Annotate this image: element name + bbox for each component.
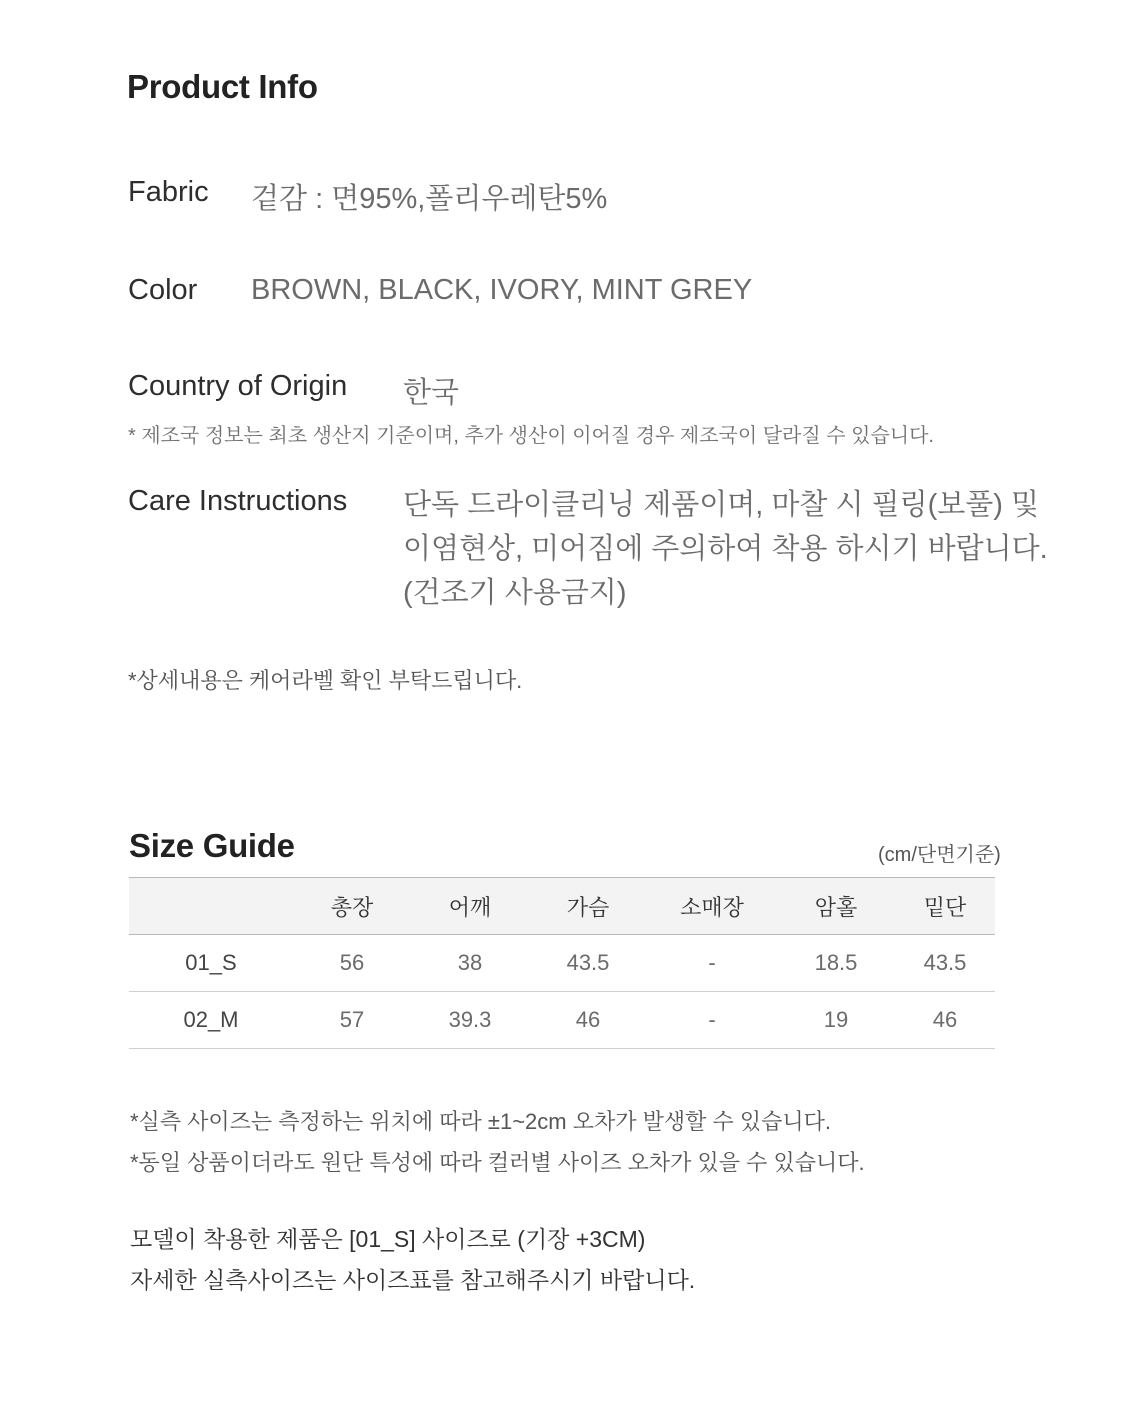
- size-cell: 43.5: [566, 950, 610, 975]
- product-info-title: Product Info: [127, 68, 318, 105]
- size-note: *실측 사이즈는 측정하는 위치에 따라 ±1~2cm 오차가 발생할 수 있습니다.: [130, 1109, 831, 1134]
- size-cell: -: [708, 950, 716, 975]
- size-col-header: 암홀: [814, 894, 858, 920]
- size-cell: 38: [457, 950, 483, 975]
- origin-label: Country of Origin: [128, 370, 348, 402]
- detail-note: *상세내용은 케어라벨 확인 부탁드립니다.: [128, 668, 523, 693]
- size-cell: -: [708, 1007, 716, 1032]
- origin-note: * 제조국 정보는 최초 생산지 기준이며, 추가 생산이 이어질 경우 제조국이 달라질 수 있습니다.: [128, 425, 934, 447]
- size-cell: 56: [339, 950, 365, 975]
- fabric-value: 겉감 : 면95%,폴리우레탄5%: [251, 183, 608, 215]
- care-value: [403, 483, 1048, 615]
- size-table-header: [129, 878, 995, 935]
- size-cell: 57: [339, 1007, 365, 1032]
- size-cell: 46: [932, 1007, 958, 1032]
- size-col-header: 총장: [330, 894, 374, 920]
- size-col-header: 가슴: [566, 894, 610, 920]
- origin-value: 한국: [403, 377, 460, 409]
- care-label: Care Instructions: [128, 485, 348, 517]
- size-cell: 19: [823, 1007, 849, 1032]
- care-line: 이염현상, 미어짐에 주의하여 착용 하시기 바랍니다.: [403, 533, 1048, 565]
- model-note: 모델이 착용한 제품은 [01_S] 사이즈로 (기장 +3CM): [130, 1226, 646, 1252]
- table-row: [129, 992, 995, 1049]
- table-row: [129, 935, 995, 992]
- size-cell: 18.5: [814, 950, 858, 975]
- size-note: *동일 상품이더라도 원단 특성에 따라 컬러별 사이즈 오차가 있을 수 있습니다.: [130, 1150, 865, 1175]
- size-cell: 46: [575, 1007, 601, 1032]
- size-row-label: 02_M: [183, 1007, 239, 1032]
- size-col-header: 소매장: [680, 894, 744, 920]
- size-col-header: [129, 878, 293, 935]
- model-note: 자세한 실측사이즈는 사이즈표를 참고해주시기 바랍니다.: [130, 1267, 696, 1293]
- care-line: 단독 드라이클리닝 제품이며, 마찰 시 필링(보풀) 및: [403, 489, 1039, 521]
- care-line: (건조기 사용금지): [403, 577, 627, 609]
- size-cell: 39.3: [448, 1007, 492, 1032]
- size-col-header: 밑단: [923, 894, 967, 920]
- size-unit-note: (cm/단면기준): [878, 844, 1001, 866]
- size-row-label: 01_S: [185, 950, 237, 975]
- color-label: Color: [128, 274, 198, 306]
- size-cell: 43.5: [923, 950, 967, 975]
- fabric-label: Fabric: [128, 176, 209, 208]
- size-guide-title: Size Guide: [129, 827, 295, 864]
- size-col-header: 어깨: [448, 894, 492, 920]
- size-table: [129, 877, 995, 1049]
- color-value: BROWN, BLACK, IVORY, MINT GREY: [251, 274, 753, 306]
